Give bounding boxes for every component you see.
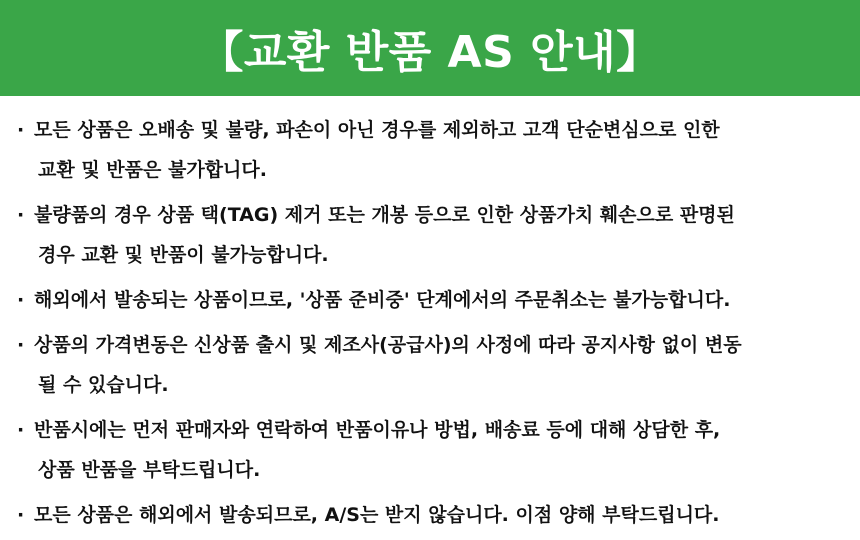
bullet-icon: · [17,504,25,526]
notice-item-3 [0,280,824,320]
page-title: 【교환 반품 AS 안내】 [199,27,661,78]
notice-item-6 [0,495,824,535]
bullet-icon: · [17,289,25,311]
notice-text-line: 모든 상품은 해외에서 발송되므로, A/S는 받지 않습니다. 이점 양해 부탁드립니다. [34,504,720,526]
notice-text-line: 상품의 가격변동은 신상품 출시 및 제조사(공급사)의 사정에 따라 공지사항 없이 변동 [34,334,742,356]
notice-text-line: 불량품의 경우 상품 택(TAG) 제거 또는 개봉 등으로 인한 상품가치 훼손으로 판명된 [34,204,735,226]
notice-text-line: 교환 및 반품은 불가합니다. [38,159,267,181]
bullet-icon: · [17,204,25,226]
notice-text-line: 상품 반품을 부탁드립니다. [38,459,261,481]
notice-item-2 [0,195,824,275]
header-banner [0,0,860,96]
notice-list [0,110,860,540]
notice-text-line: 될 수 있습니다. [38,374,169,396]
notice-text-line: 반품시에는 먼저 판매자와 연락하여 반품이유나 방법, 배송료 등에 대해 상담한 후, [34,419,721,441]
notice-item-4 [0,325,824,405]
notice-item-5 [0,410,824,490]
bullet-icon: · [17,119,25,141]
bullet-icon: · [17,419,25,441]
notice-text-line: 모든 상품은 오배송 및 불량, 파손이 아닌 경우를 제외하고 고객 단순변심으로 인한 [34,119,720,141]
notice-text-line: 해외에서 발송되는 상품이므로, '상품 준비중' 단계에서의 주문취소는 불가능합니다. [34,289,731,311]
notice-item-1 [0,110,824,190]
notice-text-line: 경우 교환 및 반품이 불가능합니다. [38,244,329,266]
bullet-icon: · [17,334,25,356]
